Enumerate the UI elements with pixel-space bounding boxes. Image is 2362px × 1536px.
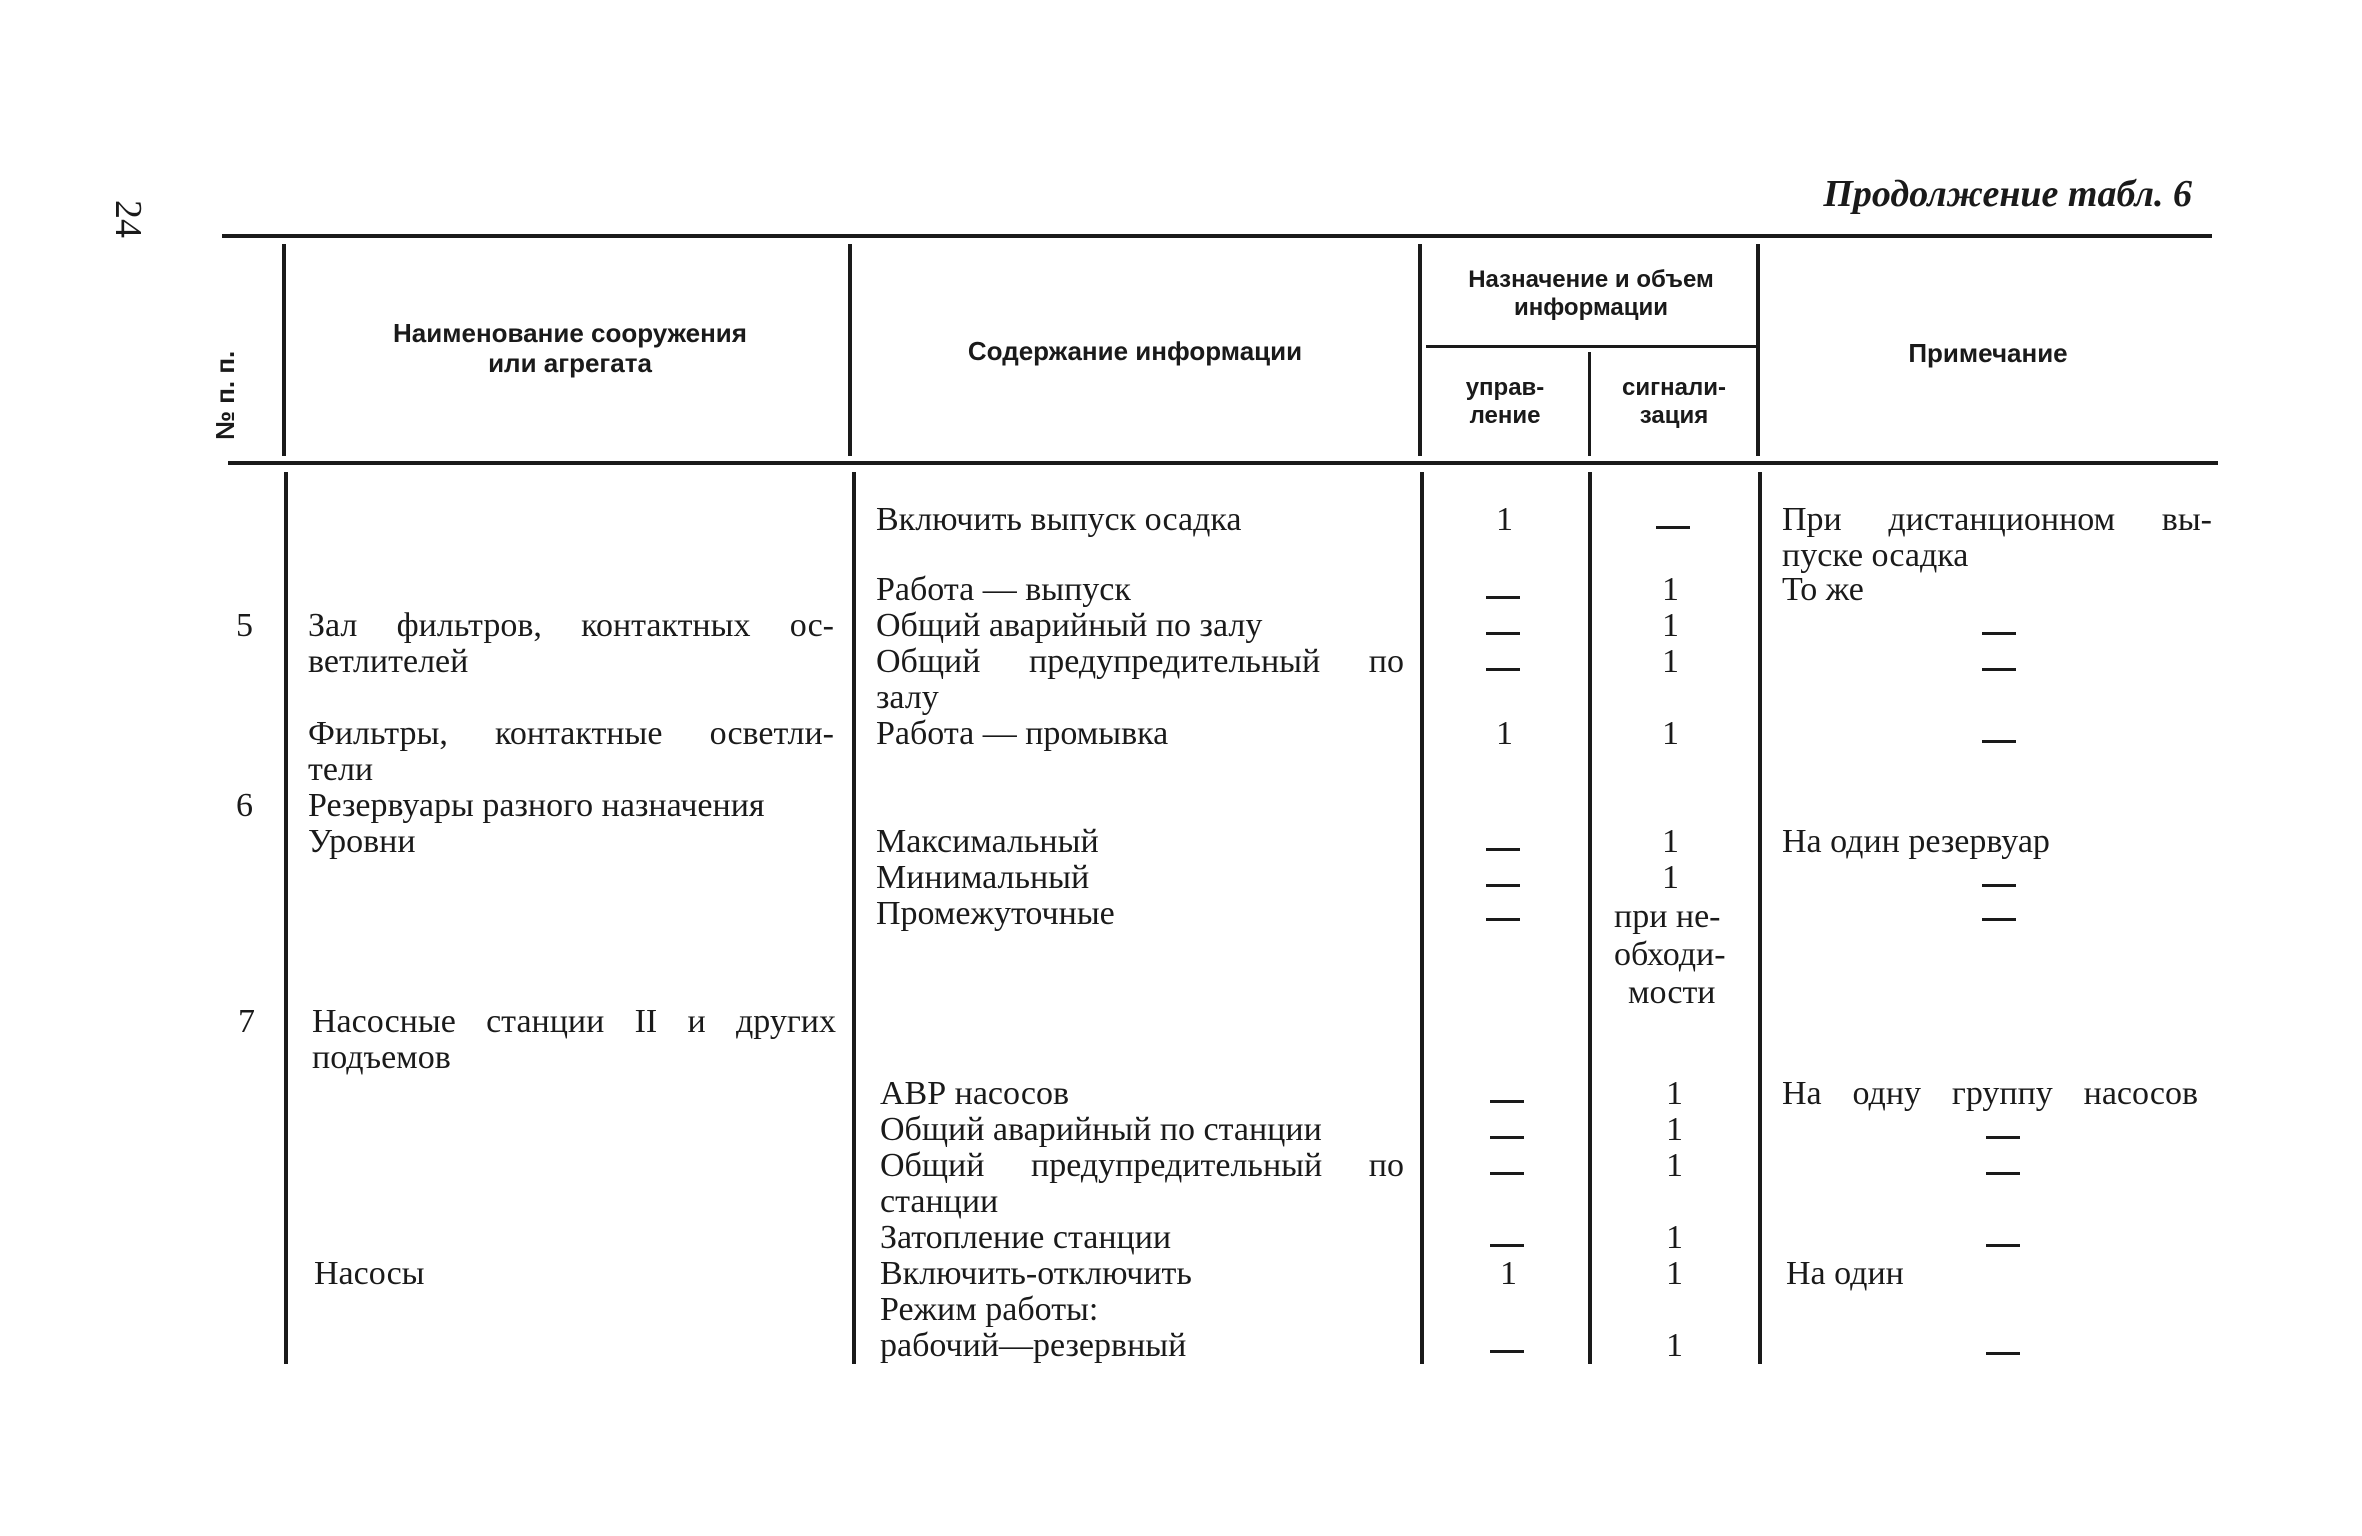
header-control: управ- ление — [1465, 374, 1545, 429]
col-divider — [848, 244, 852, 456]
dash-mark — [1486, 848, 1520, 851]
row-number: 5 — [236, 607, 253, 644]
signal-cell: 1 — [1662, 859, 1679, 896]
table-top-rule — [222, 234, 2212, 238]
col-divider — [1420, 472, 1424, 1364]
dash-mark — [1490, 1350, 1524, 1353]
note-cell: На одну группу насосов — [1782, 1075, 2198, 1112]
dash-mark — [1982, 632, 2016, 635]
row-number: 7 — [238, 1003, 255, 1040]
signal-cell: 1 — [1662, 715, 1679, 752]
content-cell: АВР насосов — [880, 1075, 1070, 1112]
dash-mark — [1490, 1172, 1524, 1175]
dash-mark — [1486, 596, 1520, 599]
control-cell: 1 — [1496, 715, 1513, 752]
content-cell: Режим работы: рабочий—резервный — [880, 1291, 1187, 1364]
dash-mark — [1986, 1244, 2020, 1247]
dash-mark — [1490, 1100, 1524, 1103]
signal-cell: 1 — [1666, 1075, 1683, 1112]
signal-cell: 1 — [1666, 1147, 1683, 1184]
content-cell: Работа — выпуск — [876, 571, 1131, 608]
name-cell: Насосные станции II и других подъемов — [312, 1003, 836, 1076]
dash-mark — [1490, 1244, 1524, 1247]
col-divider — [1756, 244, 1760, 456]
col-divider — [1418, 244, 1422, 456]
purpose-split-rule — [1426, 345, 1760, 348]
col-divider — [1588, 352, 1591, 456]
note-cell: При дистанционном вы- пуске осадка — [1782, 501, 2212, 574]
note-cell: На один — [1786, 1255, 1904, 1292]
dash-mark — [1982, 740, 2016, 743]
header-num: № п. п. — [210, 350, 240, 440]
content-cell: Минимальный — [876, 859, 1090, 896]
control-cell: 1 — [1496, 501, 1513, 538]
dash-mark — [1486, 668, 1520, 671]
name-cell: Фильтры, контактные осветли- тели — [308, 715, 834, 788]
col-divider — [1758, 472, 1762, 1364]
page-number: 24 — [107, 200, 149, 238]
header-bottom-rule — [228, 461, 2218, 465]
content-cell: Промежуточные — [876, 895, 1115, 932]
name-cell: Насосы — [314, 1255, 425, 1292]
content-cell: Общий предупредительный по станции — [880, 1147, 1404, 1220]
continuation-title: Продолжение табл. 6 — [1823, 173, 2192, 215]
dash-mark — [1486, 918, 1520, 921]
signal-cell: 1 — [1662, 643, 1679, 680]
signal-cell: 1 — [1662, 607, 1679, 644]
dash-mark — [1986, 1172, 2020, 1175]
dash-mark — [1486, 884, 1520, 887]
signal-cell: 1 — [1666, 1111, 1683, 1148]
dash-mark — [1986, 1352, 2020, 1355]
col-divider — [284, 472, 288, 1364]
row-number: 6 — [236, 787, 253, 824]
control-cell: 1 — [1500, 1255, 1517, 1292]
signal-cell: при не- обходи- мости — [1614, 898, 1726, 1011]
content-cell: Включить-отключить — [880, 1255, 1192, 1292]
content-cell: Общий предупредительный по залу — [876, 643, 1404, 716]
signal-cell: 1 — [1666, 1255, 1683, 1292]
signal-cell: 1 — [1666, 1327, 1683, 1364]
signal-cell: 1 — [1662, 571, 1679, 608]
name-cell: Зал фильтров, контактных ос- ветлителей — [308, 607, 834, 680]
dash-mark — [1982, 884, 2016, 887]
signal-cell: 1 — [1662, 823, 1679, 860]
note-cell: То же — [1782, 571, 1864, 608]
dash-mark — [1982, 918, 2016, 921]
content-cell: Работа — промывка — [876, 715, 1169, 752]
content-cell: Затопление станции — [880, 1219, 1172, 1256]
name-cell: Резервуары разного назначения Уровни — [308, 787, 765, 860]
header-note: Примечание — [1908, 338, 2068, 368]
signal-cell: 1 — [1666, 1219, 1683, 1256]
note-cell: На один резервуар — [1782, 823, 2050, 860]
header-content: Содержание информации — [967, 336, 1303, 366]
content-cell: Общий аварийный по станции — [880, 1111, 1322, 1148]
col-divider — [852, 472, 856, 1364]
header-signal: сигнали- зация — [1622, 374, 1726, 429]
dash-mark — [1656, 526, 1690, 529]
dash-mark — [1486, 632, 1520, 635]
dash-mark — [1986, 1136, 2020, 1139]
content-cell: Включить выпуск осадка — [876, 501, 1242, 538]
content-cell: Общий аварийный по залу — [876, 607, 1263, 644]
content-cell: Максимальный — [876, 823, 1099, 860]
col-divider — [1588, 472, 1592, 1364]
header-purpose: Назначение и объем информации — [1468, 266, 1714, 321]
header-name: Наименование сооружения или агрегата — [393, 318, 747, 378]
dash-mark — [1490, 1136, 1524, 1139]
dash-mark — [1982, 668, 2016, 671]
col-divider — [282, 244, 286, 456]
